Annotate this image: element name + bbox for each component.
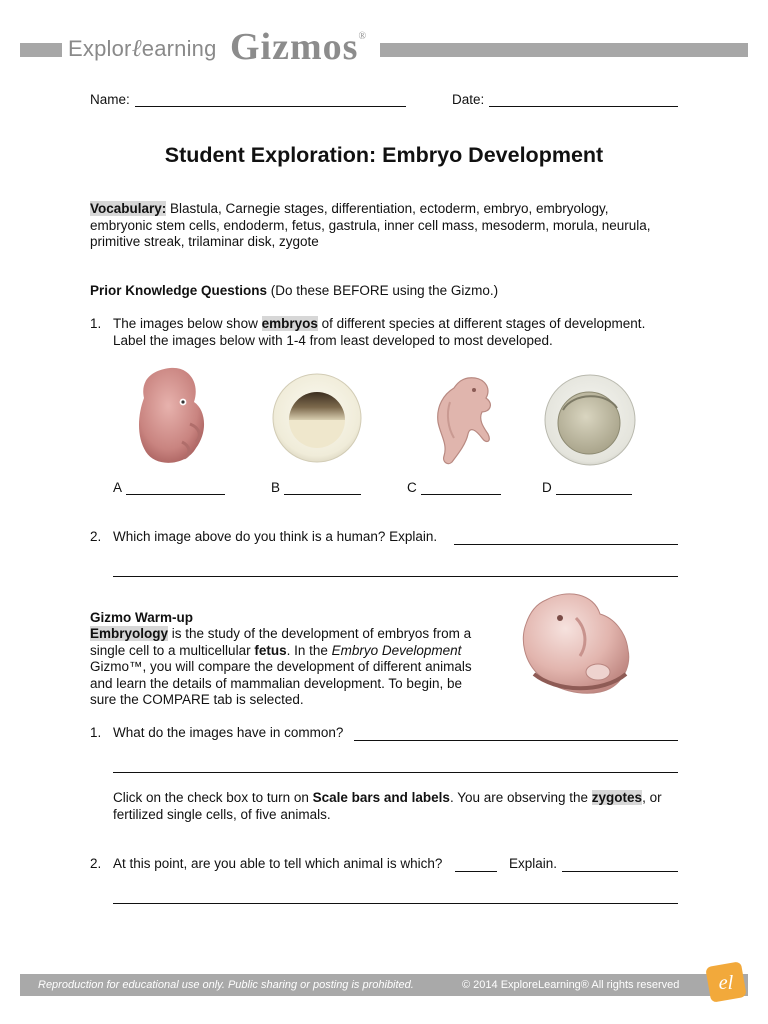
vocabulary-line-3: primitive streak, trilaminar disk, zygote bbox=[90, 234, 319, 249]
label-c: C bbox=[407, 480, 417, 495]
date-label: Date: bbox=[452, 92, 485, 107]
fetus-image bbox=[516, 588, 646, 698]
header-bar-left bbox=[20, 43, 62, 57]
q2-number: 2. bbox=[90, 529, 102, 544]
prior-q2-answer-line-2[interactable] bbox=[113, 576, 678, 577]
embryo-image-d bbox=[543, 374, 637, 466]
warmup-q2-number: 2. bbox=[90, 856, 102, 871]
warmup-heading: Gizmo Warm-up bbox=[90, 610, 193, 625]
prior-q2-text: Which image above do you think is a human? Explain. bbox=[113, 529, 438, 544]
vocabulary-label: Vocabulary: bbox=[90, 201, 167, 216]
embryo-image-b bbox=[272, 372, 362, 464]
answer-d-field[interactable] bbox=[556, 494, 632, 495]
svg-text:el: el bbox=[718, 972, 734, 994]
prior-knowledge-heading: Prior Knowledge Questions (Do these BEFORE using the Gizmo.) bbox=[90, 283, 499, 298]
scale-bars-instruction: Click on the check box to turn on Scale bars and labels. You are observing the zygotes, or fertilized single cells, of five animals. bbox=[113, 790, 662, 822]
explorelearning-logo: Explorℓearning bbox=[68, 36, 217, 62]
label-b: B bbox=[271, 480, 281, 495]
label-a: A bbox=[113, 480, 123, 495]
prior-q2-answer-line-1[interactable] bbox=[454, 544, 678, 545]
warmup-paragraph: Embryology is the study of the development of embryos from a single cell to a multicellular fetus. In the Embryo Development Gizmo™, you will compare the development of different animals and learn the details of mammalian development. To begin, be sure the COMPARE tab is selected. bbox=[90, 626, 472, 707]
vocabulary-line-2: embryonic stem cells, endoderm, fetus, gastrula, inner cell mass, mesoderm, morula, neurula, bbox=[90, 217, 651, 233]
warmup-q1-answer-line-1[interactable] bbox=[354, 740, 678, 741]
footer-rights: © 2014 ExploreLearning® All rights reserved bbox=[462, 979, 680, 991]
warmup-q2-explain-label: Explain. bbox=[509, 856, 558, 871]
explorelearning-badge-icon bbox=[704, 960, 748, 1004]
warmup-q2-answer-line-2[interactable] bbox=[113, 903, 678, 904]
embryo-image-a bbox=[130, 362, 210, 472]
embryo-image-c bbox=[428, 374, 498, 466]
answer-c-field[interactable] bbox=[421, 494, 501, 495]
answer-a-field[interactable] bbox=[126, 494, 225, 495]
page-title: Student Exploration: Embryo Development bbox=[164, 143, 604, 167]
date-field[interactable] bbox=[489, 106, 678, 107]
name-field[interactable] bbox=[135, 106, 406, 107]
warmup-q1-text: What do the images have in common? bbox=[113, 725, 344, 740]
vocabulary-line-1: Blastula, Carnegie stages, differentiation, ectoderm, embryo, embryology, bbox=[166, 201, 609, 216]
gizmos-logo: Gizmos® bbox=[230, 26, 368, 68]
answer-b-field[interactable] bbox=[284, 494, 361, 495]
footer-copyright-notice: Reproduction for educational use only. Public sharing or posting is prohibited. bbox=[38, 979, 414, 991]
warmup-q2-yes-no-field[interactable] bbox=[455, 871, 497, 872]
header-bar-right bbox=[380, 43, 748, 57]
vocabulary-section bbox=[90, 201, 690, 251]
warmup-q1-answer-line-2[interactable] bbox=[113, 772, 678, 773]
name-label: Name: bbox=[90, 92, 130, 107]
warmup-q1-number: 1. bbox=[90, 725, 102, 740]
q1-number: 1. bbox=[90, 316, 102, 331]
warmup-q2-answer-line-1[interactable] bbox=[562, 871, 678, 872]
label-d: D bbox=[542, 480, 552, 495]
prior-q1-text: The images below show embryos of different species at different stages of development. Label the images below with 1-4 from least developed to most developed. bbox=[113, 316, 646, 348]
warmup-q2-text: At this point, are you able to tell which animal is which? bbox=[113, 856, 443, 871]
